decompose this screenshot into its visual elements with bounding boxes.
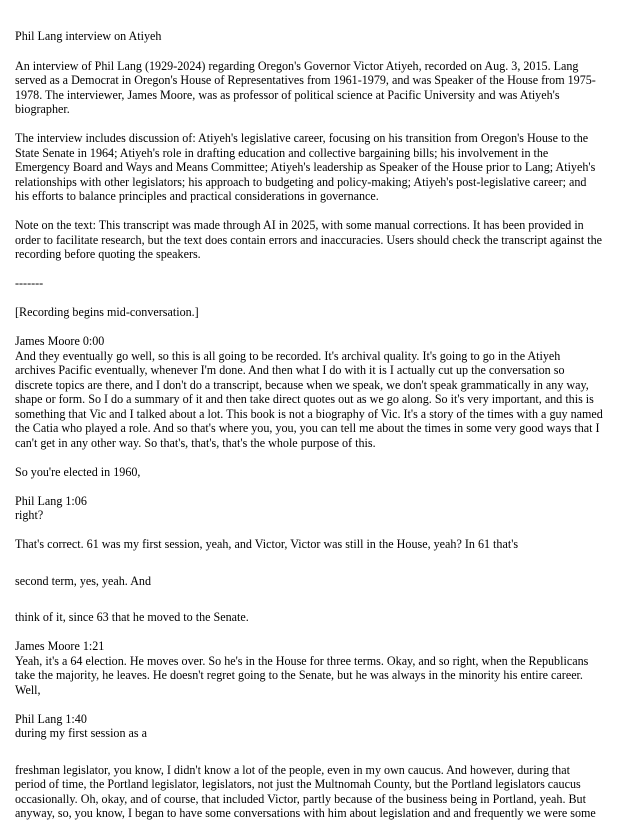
speaker-label: Phil Lang 1:06 [15, 493, 87, 508]
transcript-text: Yeah, it's a 64 election. He moves over. So he's in the House for three terms. Okay, and so right, when the Republicans take the majority, he leaves. He doesn't regret going to the Senate, but he was always in the minority his entire career. Well, [15, 653, 589, 697]
transcript-text: And they eventually go well, so this is all going to be recorded. It's archival quality. It's going to go in the Atiyeh archives Pacific eventually, whenever I'm done. And then what I do with it is I actually cut up the conversation so discrete topics are there, and I don't do a transcript, because when we speak, we don't speak grammatically in any way, shape or form. So I do a summary of it and then take direct quotes out as we go along. So it's very important, and this is something that Vic and I talked about a lot. This book is not a biography of Vic. It's a story of the times with a guy named the Catia who played a role. And so that's where you, you, you can tell me about the times in some very good ways that I can't get in any other way. So that's, that's, that's the whole purpose of this. [15, 348, 603, 450]
document-page [15, 29, 603, 821]
transcript-text: That's correct. 61 was my first session, yeah, and Victor, Victor was still in the House, yeah? In 61 that's [15, 537, 519, 551]
transcript-text: right? [15, 508, 44, 522]
intro-paragraph: An interview of Phil Lang (1929-2024) regarding Oregon's Governor Victor Atiyeh, recorded on Aug. 3, 2015. Lang served as a Democrat in Oregon's House of Representatives from 1961-1979, and was Speaker of the House from 1975-1978. The interviewer, James Moore, was as professor of political science at Pacific University and was Atiyeh's biographer. [15, 58, 596, 116]
transcript-text: during my first session as a [15, 726, 148, 740]
transcript-text: So you're elected in 1960, [15, 464, 141, 479]
recording-note: [Recording begins mid-conversation.] [15, 305, 199, 319]
transcript-text: second term, yes, yeah. And [15, 573, 152, 588]
transcript-text: freshman legislator, you know, I didn't know a lot of the people, even in my own caucus. And however, during that period of time, the Portland legislator, legislators, not just the Multnomah County, but the Portland legislators caucus occasionally. Oh, okay, and of course, that included Victor, partly because of the business being in Portland, yeah. But anyway, so, you know, I began to have some conversations with him about legislation and and frequently we were some [15, 762, 596, 820]
transcript-text: think of it, since 63 that he moved to the Senate. [15, 610, 249, 624]
speaker-label: Phil Lang 1:40 [15, 711, 87, 726]
note-paragraph: Note on the text: This transcript was made through AI in 2025, with some manual corrections. It has been provided in order to facilitate research, but the text does contain errors and inaccuracies. Users should check the transcript against the recording before quoting the speakers. [15, 218, 602, 261]
speaker-label: James Moore 0:00 [15, 334, 105, 348]
discussion-paragraph: The interview includes discussion of: Atiyeh's legislative career, focusing on his transition from Oregon's House to the State Senate in 1964; Atiyeh's role in drafting education and collective bargaining bills; his involvement in the Emergency Board and Ways and Means Committee; Atiyeh's leadership as Speaker of the House prior to Lang; Atiyeh's relationships with other legislators; his approach to budgeting and policy-making; Atiyeh's post-legislative career; and his efforts to balance principles and practical considerations in governance. [15, 131, 596, 203]
document-title: Phil Lang interview on Atiyeh [15, 29, 162, 43]
speaker-label: James Moore 1:21 [15, 639, 105, 653]
separator: ------- [15, 276, 44, 290]
